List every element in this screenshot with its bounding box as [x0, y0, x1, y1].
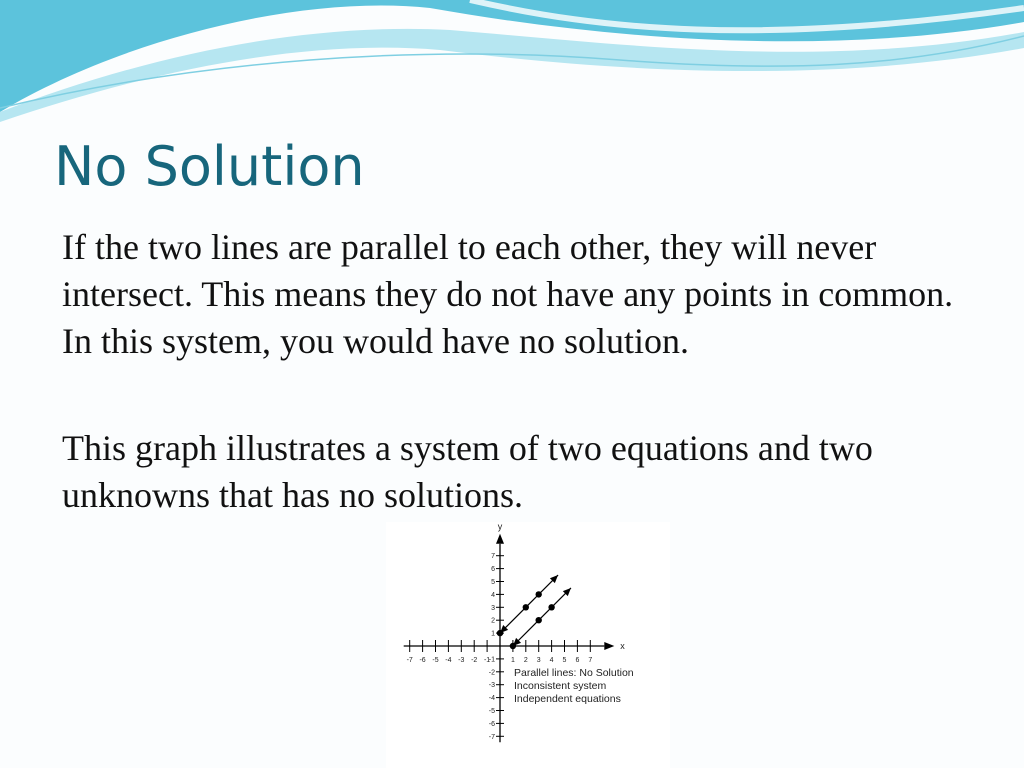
y-tick-label: -2: [488, 669, 495, 677]
graph-figure: [386, 522, 670, 768]
series-point: [548, 604, 554, 610]
y-tick-label: -3: [488, 682, 495, 690]
y-axis-arrow: [496, 534, 504, 544]
x-tick-label: 6: [575, 657, 580, 664]
slide-title: No Solution: [54, 135, 365, 198]
series-line-2: [513, 588, 571, 646]
x-tick-label: -2: [471, 657, 478, 664]
series-line-1: [500, 575, 558, 633]
x-tick-label: 1: [510, 657, 515, 664]
x-tick-label: -4: [445, 657, 452, 664]
wave-decoration: [0, 0, 1024, 130]
y-tick-label: -1: [488, 656, 495, 664]
x-tick-label: -6: [419, 657, 426, 664]
paragraph-parallel-lines: If the two lines are parallel to each other, they will never intersect. This means they do not have any points in common. In this system, you would have no solution.: [62, 227, 954, 361]
y-tick-label: 5: [491, 579, 495, 586]
x-tick-label: -3: [458, 657, 465, 664]
series-point: [536, 617, 542, 623]
y-axis-label: y: [497, 522, 503, 532]
y-tick-label: 2: [491, 617, 495, 625]
y-tick-label: 4: [491, 591, 495, 599]
x-tick-label: 7: [588, 657, 593, 664]
x-tick-label: -5: [432, 657, 439, 664]
y-tick-label: 3: [491, 604, 495, 612]
series-point: [497, 630, 503, 636]
y-tick-label: 7: [491, 553, 495, 561]
series-point: [523, 604, 529, 610]
graph-annotation: Inconsistent system: [514, 680, 607, 692]
x-tick-label: -1: [483, 657, 491, 664]
y-tick-label: -5: [488, 708, 495, 715]
parallel-lines-graph: [386, 522, 670, 768]
x-axis-arrow: [604, 642, 614, 650]
y-tick-label: -7: [488, 733, 495, 741]
x-tick-label: 4: [549, 657, 554, 664]
series-point: [536, 591, 542, 597]
series-point: [510, 643, 516, 649]
graph-annotation: Independent equations: [514, 693, 621, 705]
y-tick-label: 6: [491, 566, 495, 574]
x-tick-label: 2: [523, 657, 528, 664]
y-tick-label: -6: [488, 720, 495, 728]
paragraph-graph-description: This graph illustrates a system of two equations and two unknowns that has no solutions.: [62, 428, 873, 515]
x-tick-label: -7: [406, 657, 413, 664]
y-tick-label: -4: [488, 695, 495, 703]
x-tick-label: 3: [536, 657, 541, 664]
x-tick-label: 5: [562, 657, 567, 664]
graph-annotation: Parallel lines: No Solution: [514, 667, 634, 679]
x-axis-label: x: [620, 641, 625, 651]
y-tick-label: 1: [491, 630, 495, 638]
